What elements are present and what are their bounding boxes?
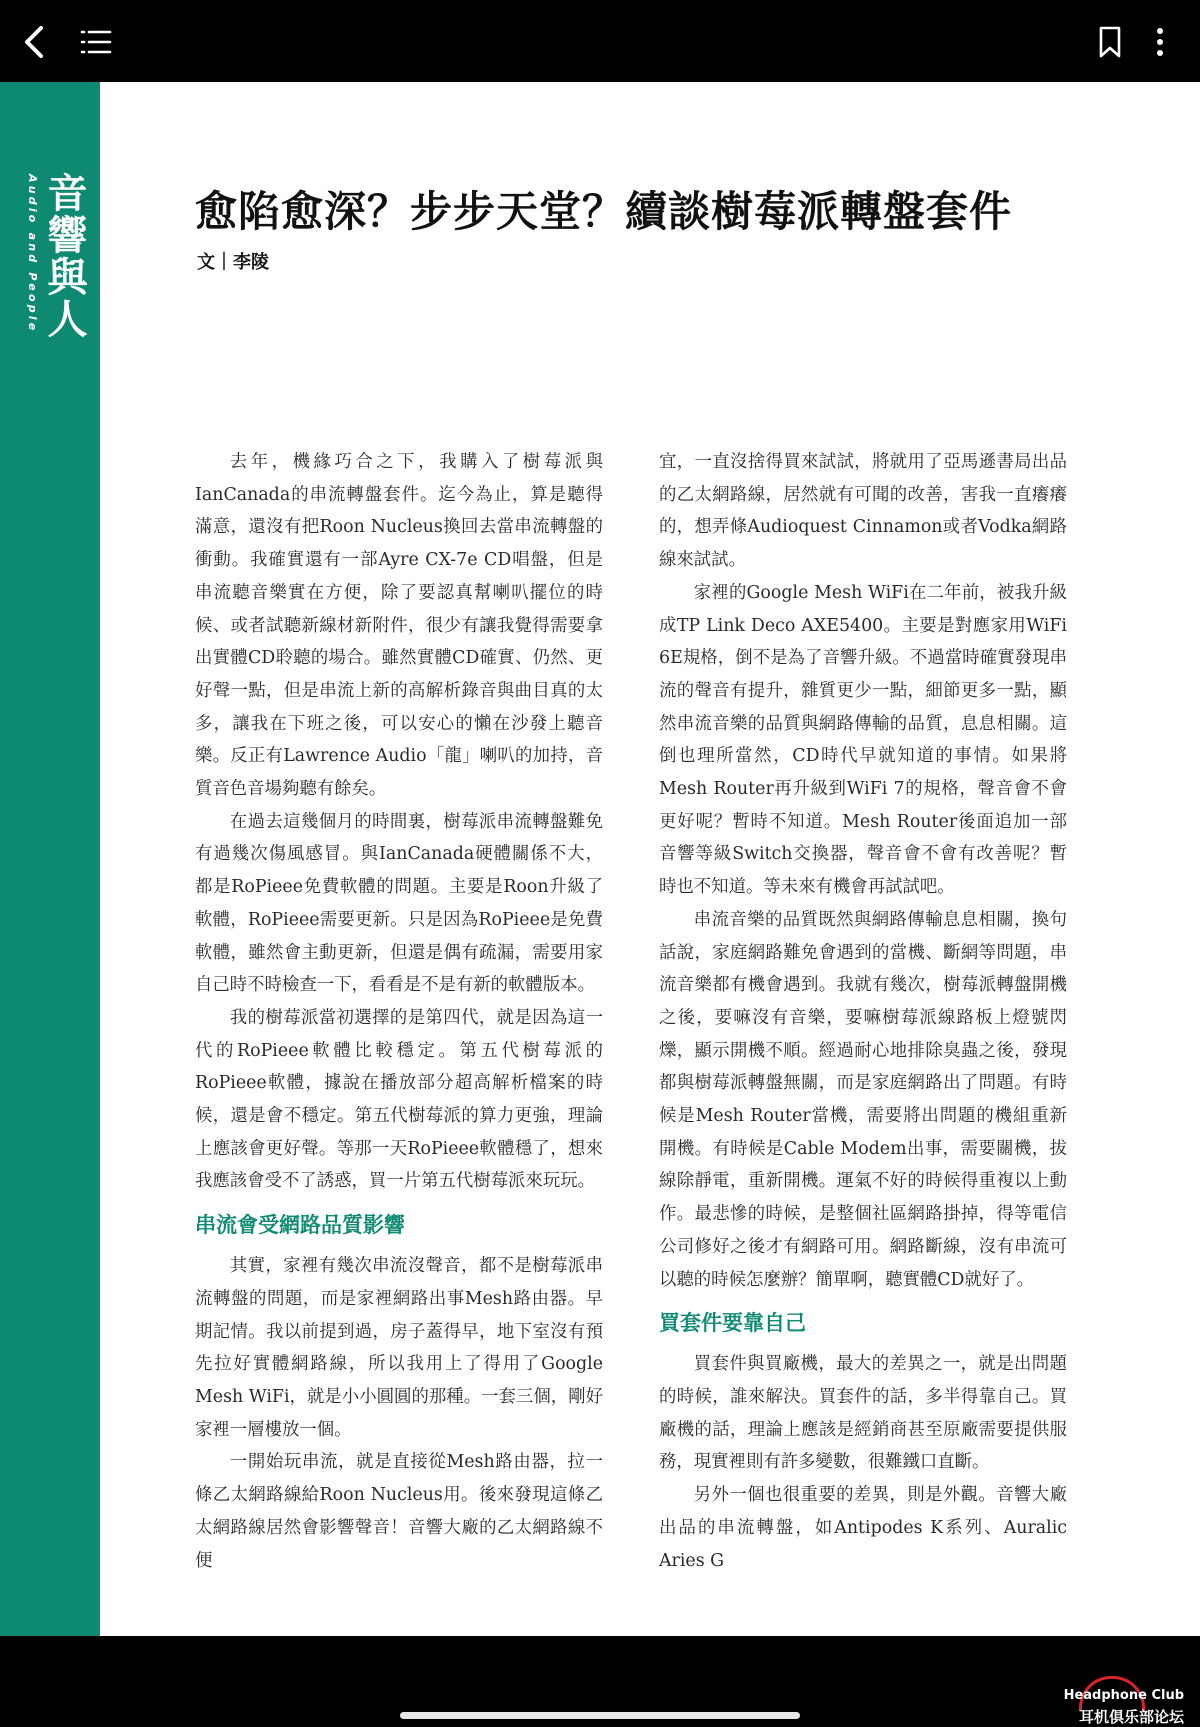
paragraph: 一開始玩串流，就是直接從Mesh路由器，拉一條乙太網路線給Roon Nucleus用。後來發現這條乙太網路線居然會影響聲音！音響大廠的乙太網路線不便 — [195, 1452, 603, 1571]
watermark-line-2: 耳机俱乐部论坛 — [1078, 1708, 1184, 1726]
article-byline: 文｜李陵 — [197, 252, 269, 273]
right-column — [659, 446, 1067, 1577]
section-heading: 買套件要靠自己 — [659, 1311, 806, 1336]
bottom-bar — [0, 1636, 1200, 1727]
section-band — [0, 82, 100, 1636]
paragraph: 宜，一直沒捨得買來試試，將就用了亞馬遜書局出品的乙太網路線，居然就有可聞的改善，害我一直癢癢的，想弄條Audioquest Cinnamon或者Vodka網路線來試試。 — [659, 452, 1067, 571]
bookmark-icon — [1098, 26, 1122, 58]
more-vertical-icon — [1155, 26, 1165, 58]
paragraph: 去年，機緣巧合之下，我購入了樹莓派與IanCanada的串流轉盤套件。迄今為止，算是聽得滿意，還沒有把Roon Nucleus換回去當串流轉盤的衝動。我確實還有一部Ayre CX-7e CD唱盤，但是串流聽音樂實在方便，除了要認真幫喇叭擺位的時候、或者試聽新線材新附件，很少有讓我覺得需要拿出實體CD聆聽的場合。雖然實體CD確實、仍然、更好聲一點，但是串流上新的高解析錄音與曲目真的太多，讓我在下班之後，可以安心的懶在沙發上聽音樂。反正有Lawrence Audio「龍」喇叭的加持，音質音色音場夠聽有餘矣。 — [195, 452, 603, 800]
bookmark-button[interactable] — [1090, 22, 1130, 62]
paragraph: 其實，家裡有幾次串流沒聲音，都不是樹莓派串流轉盤的問題，而是家裡網路出事Mesh路由器。早期記情。我以前提到過，房子蓋得早，地下室沒有預先拉好實體網路線，所以我用上了得用了Google Mesh WiFi，就是小小圓圓的那種。一套三個，剛好家裡一層樓放一個。 — [195, 1256, 603, 1440]
list-icon — [79, 28, 113, 56]
magazine-page — [0, 82, 1200, 1636]
more-options-button[interactable] — [1140, 22, 1180, 62]
paragraph: 家裡的Google Mesh WiFi在二年前，被我升級成TP Link Deco AXE5400。主要是對應家用WiFi 6E規格，倒不是為了音響升級。不過當時確實發現串流的聲音有提升，雜質更少一點，細節更多一點，顯然串流音樂的品質與網路傳輸的品質，息息相關。這倒也理所當然，CD時代早就知道的事情。如果將Mesh Router再升級到WiFi 7的規格，聲音會不會更好呢？暫時不知道。Mesh Router後面追加一部音響等級Switch交換器，聲音會不會有改善呢？暫時也不知道。等未來有機會再試試吧。 — [659, 582, 1067, 898]
left-column — [195, 446, 603, 1577]
chevron-left-icon — [23, 25, 45, 59]
paragraph: 買套件與買廠機，最大的差異之一，就是出問題的時候，誰來解決。買套件的話，多半得靠自己。買廠機的話，理論上應該是經銷商甚至原廠需要提供服務，現實裡則有許多變數，很難鐵口直斷。 — [659, 1354, 1067, 1473]
watermark-line-1: Headphone Club — [1063, 1688, 1184, 1703]
home-indicator[interactable] — [400, 1712, 800, 1719]
back-button[interactable] — [14, 22, 54, 62]
section-heading: 串流會受網路品質影響 — [195, 1213, 405, 1238]
paragraph: 我的樹莓派當初選擇的是第四代，就是因為這一代的RoPieee軟體比較穩定。第五代樹莓派的RoPieee軟體，據說在播放部分超高解析檔案的時候，還是會不穩定。第五代樹莓派的算力更強，理論上應該會更好聲。等那一天RoPieee軟體穩了，想來我應該會受不了誘惑，買一片第五代樹莓派來玩玩。 — [195, 1007, 603, 1192]
section-label: 音響與人 — [41, 172, 88, 340]
reader-toolbar — [0, 0, 1200, 82]
paragraph: 在過去這幾個月的時間裏，樹莓派串流轉盤難免有過幾次傷風感冒。與IanCanada硬體關係不大，都是RoPieee免費軟體的問題。主要是Roon升級了軟體，RoPieee需要更新。只是因為RoPieee是免費軟體，雖然會主動更新，但還是偶有疏漏，需要用家自己時不時檢查一下，看看是不是有新的軟體版本。 — [195, 811, 603, 996]
paragraph: 另外一個也很重要的差異，則是外觀。音響大廠出品的串流轉盤，如Antipodes K系列、Auralic Aries G — [659, 1485, 1067, 1571]
table-of-contents-button[interactable] — [76, 22, 116, 62]
article-title: 愈陷愈深？步步天堂？續談樹莓派轉盤套件 — [195, 187, 1013, 236]
paragraph: 串流音樂的品質既然與網路傳輸息息相關，換句話說，家庭網路難免會遇到的當機、斷網等問題，串流音樂都有機會遇到。我就有幾次，樹莓派轉盤開機之後，要嘛沒有音樂，要嘛樹莓派線路板上燈號閃爍，顯示開機不順。經過耐心地排除臭蟲之後，發現都與樹莓派轉盤無關，而是家庭網路出了問題。有時候是Mesh Router當機，需要將出問題的機組重新開機。有時候是Cable Modem出事，需要關機，拔線除靜電，重新開機。運氣不好的時候得重複以上動作。最悲慘的時候，是整個社區網路掛掉，得等電信公司修好之後才有網路可用。網路斷線，沒有串流可以聽的時候怎麼辦？簡單啊，聽實體CD就好了。 — [659, 909, 1067, 1290]
section-subtitle: Audio and People — [26, 174, 39, 334]
